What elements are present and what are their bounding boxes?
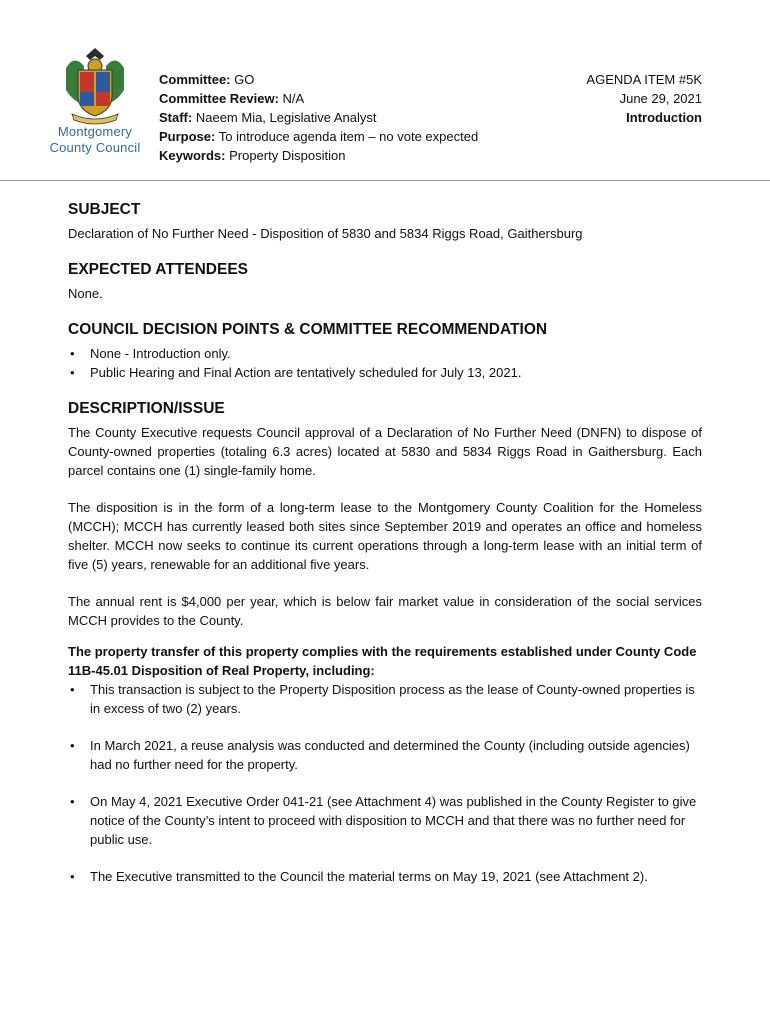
subject-text: Declaration of No Further Need - Disposition of 5830 and 5834 Riggs Road, Gaithersburg: [68, 226, 583, 241]
description-paragraph: The disposition is in the form of a long-term lease to the Montgomery County Coalition for the Homeless (MCCH); MCCH has currently leased both sites since September 2019 and operates an office and homeless shelter. MCCH now seeks to continue its current operations through a long-term lease with an initial term of five (5) years, renewable for an additional five years.: [68, 500, 702, 572]
decision-list: [68, 344, 702, 382]
county-seal-icon: [60, 44, 130, 126]
list-item: [68, 344, 702, 363]
bullet-icon: •: [70, 794, 75, 809]
keywords-value: Property Disposition: [229, 148, 346, 163]
bullet-icon: •: [70, 682, 75, 697]
agenda-stage: Introduction: [626, 110, 702, 125]
bullet-icon: •: [70, 869, 75, 884]
staff-row: [159, 108, 478, 127]
bullet-icon: •: [70, 365, 75, 380]
compliance-lead: The property transfer of this property complies with the requirements established under County Code 11B-45.01 Disposition of Real Property, including:: [68, 644, 697, 678]
list-item: [68, 736, 702, 774]
staff-value: Naeem Mia, Legislative Analyst: [195, 110, 377, 125]
purpose-row: [159, 127, 478, 146]
list-item-text: This transaction is subject to the Property Disposition process as the lease of County-owned properties is in excess of two (2) years.: [90, 682, 695, 716]
document-header: [0, 0, 770, 182]
list-item-text: On May 4, 2021 Executive Order 041-21 (see Attachment 4) was published in the County Register to give notice of the County’s intent to proceed with disposition to MCCH and that there was no further need for public use.: [90, 794, 697, 847]
agenda-info: [586, 70, 702, 127]
list-item: [68, 363, 702, 382]
header-divider: [0, 180, 770, 181]
committee-value: GO: [234, 72, 255, 87]
subject-heading: SUBJECT: [68, 201, 141, 218]
list-item-text: Public Hearing and Final Action are tentatively scheduled for July 13, 2021.: [90, 365, 522, 380]
list-item-text: In March 2021, a reuse analysis was conducted and determined the County (including outside agencies) had no further need for the property.: [90, 738, 690, 772]
attendees-text: None.: [68, 286, 103, 301]
decision-heading: COUNCIL DECISION POINTS & COMMITTEE RECOMMENDATION: [68, 321, 548, 338]
subject-section: [68, 200, 702, 243]
agenda-item-number: AGENDA ITEM #5K: [586, 72, 702, 87]
keywords-row: [159, 146, 478, 165]
compliance-list: [68, 680, 702, 886]
bullet-icon: •: [70, 738, 75, 753]
list-item: [68, 680, 702, 718]
purpose-value: To introduce agenda item – no vote expected: [218, 129, 479, 144]
list-item: [68, 867, 702, 886]
organization-name: [40, 124, 150, 156]
committee-row: [159, 70, 478, 89]
purpose-label: Purpose:: [159, 129, 216, 144]
description-section: [68, 399, 702, 886]
attendees-heading: EXPECTED ATTENDEES: [68, 261, 248, 278]
list-item-text: None - Introduction only.: [90, 346, 231, 361]
org-line-2: County Council: [49, 140, 141, 155]
review-label: Committee Review:: [159, 91, 279, 106]
agenda-date: June 29, 2021: [619, 91, 702, 106]
decision-section: [68, 320, 702, 382]
list-item: [68, 792, 702, 849]
org-line-1: Montgomery: [57, 124, 133, 139]
keywords-label: Keywords:: [159, 148, 226, 163]
description-heading: DESCRIPTION/ISSUE: [68, 400, 225, 417]
attendees-section: [68, 260, 702, 303]
meeting-metadata: [159, 70, 478, 165]
review-row: [159, 89, 478, 108]
committee-label: Committee:: [159, 72, 231, 87]
document-body: [68, 200, 702, 904]
review-value: N/A: [282, 91, 305, 106]
list-item-text: The Executive transmitted to the Council the material terms on May 19, 2021 (see Attachment 2).: [90, 869, 648, 884]
description-paragraph: The annual rent is $4,000 per year, which is below fair market value in consideration of the social services MCCH provides to the County.: [68, 594, 702, 628]
description-paragraph: The County Executive requests Council approval of a Declaration of No Further Need (DNFN) to dispose of County-owned properties (totaling 6.3 acres) located at 5830 and 5834 Riggs Road in Gaithersburg. Each parcel contains one (1) single-family home.: [68, 425, 702, 478]
bullet-icon: •: [70, 346, 75, 361]
staff-label: Staff:: [159, 110, 193, 125]
